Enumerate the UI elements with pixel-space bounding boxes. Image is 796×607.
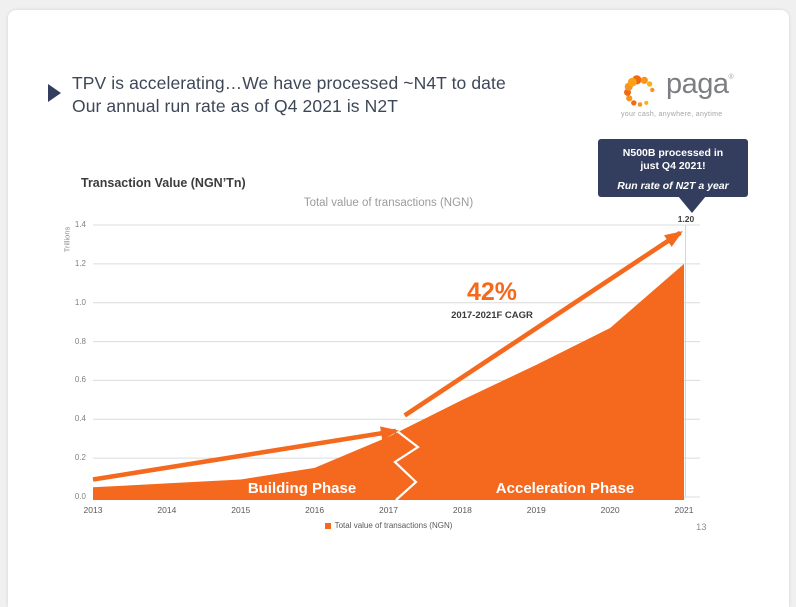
y-axis-tick-label: 0.4 xyxy=(74,414,86,424)
cagr-label: 2017-2021F CAGR xyxy=(451,310,533,321)
callout-line-2: just Q4 2021! xyxy=(640,160,706,172)
acceleration-phase-label: Acceleration Phase xyxy=(495,480,635,497)
building-phase-label: Building Phase xyxy=(247,480,357,497)
y-axis-tick-label: 0.8 xyxy=(74,336,86,346)
page-number: 13 xyxy=(696,522,707,533)
title-line-2: Our annual run rate as of Q4 2021 is N2T xyxy=(72,96,398,116)
callout-pointer xyxy=(678,196,706,213)
y-axis-tick-label: 1.2 xyxy=(74,258,86,268)
x-axis-tick-label: 2020 xyxy=(600,505,620,515)
x-axis-tick-label: 2015 xyxy=(231,505,251,515)
chart-legend xyxy=(93,521,684,530)
end-point-data-label: 1.20 xyxy=(677,214,695,224)
paga-wordmark-text: paga xyxy=(666,68,729,100)
legend-swatch-icon xyxy=(325,523,331,529)
transaction-value-area-chart xyxy=(8,10,789,607)
cagr-value: 42% xyxy=(466,278,518,306)
callout-line-3: Run rate of N2T a year xyxy=(617,180,729,192)
chart-block-title: Transaction Value (NGN’Tn) xyxy=(81,176,246,190)
callout-bubble xyxy=(598,139,748,197)
x-axis-tick-label: 2013 xyxy=(83,505,103,515)
slide xyxy=(8,10,789,607)
y-axis-tick-label: 0.6 xyxy=(74,375,86,385)
title-line-1: TPV is accelerating…We have processed ~N4T to date xyxy=(72,73,506,93)
y-axis-tick-label: 1.4 xyxy=(74,220,86,229)
callout-line-1: N500B processed in xyxy=(622,147,724,159)
y-axis-tick-label: 1.0 xyxy=(74,297,86,307)
y-axis-tick-label: 0.2 xyxy=(74,453,86,463)
x-axis-tick-label: 2018 xyxy=(452,505,472,515)
y-axis-unit-label: Trillions xyxy=(62,226,72,253)
x-axis-tick-label: 2017 xyxy=(379,505,398,515)
x-axis-tick-label: 2019 xyxy=(526,505,546,515)
paga-tagline: your cash, anywhere, anytime xyxy=(621,111,723,118)
y-axis-tick-label: 0.0 xyxy=(74,492,86,501)
x-axis-tick-label: 2016 xyxy=(305,505,325,515)
chart-title: Total value of transactions (NGN) xyxy=(303,197,474,209)
x-axis-tick-label: 2021 xyxy=(674,505,694,515)
x-axis-tick-label: 2014 xyxy=(157,505,177,515)
legend-label: Total value of transactions (NGN) xyxy=(334,521,453,530)
trademark-symbol: ® xyxy=(728,74,734,81)
